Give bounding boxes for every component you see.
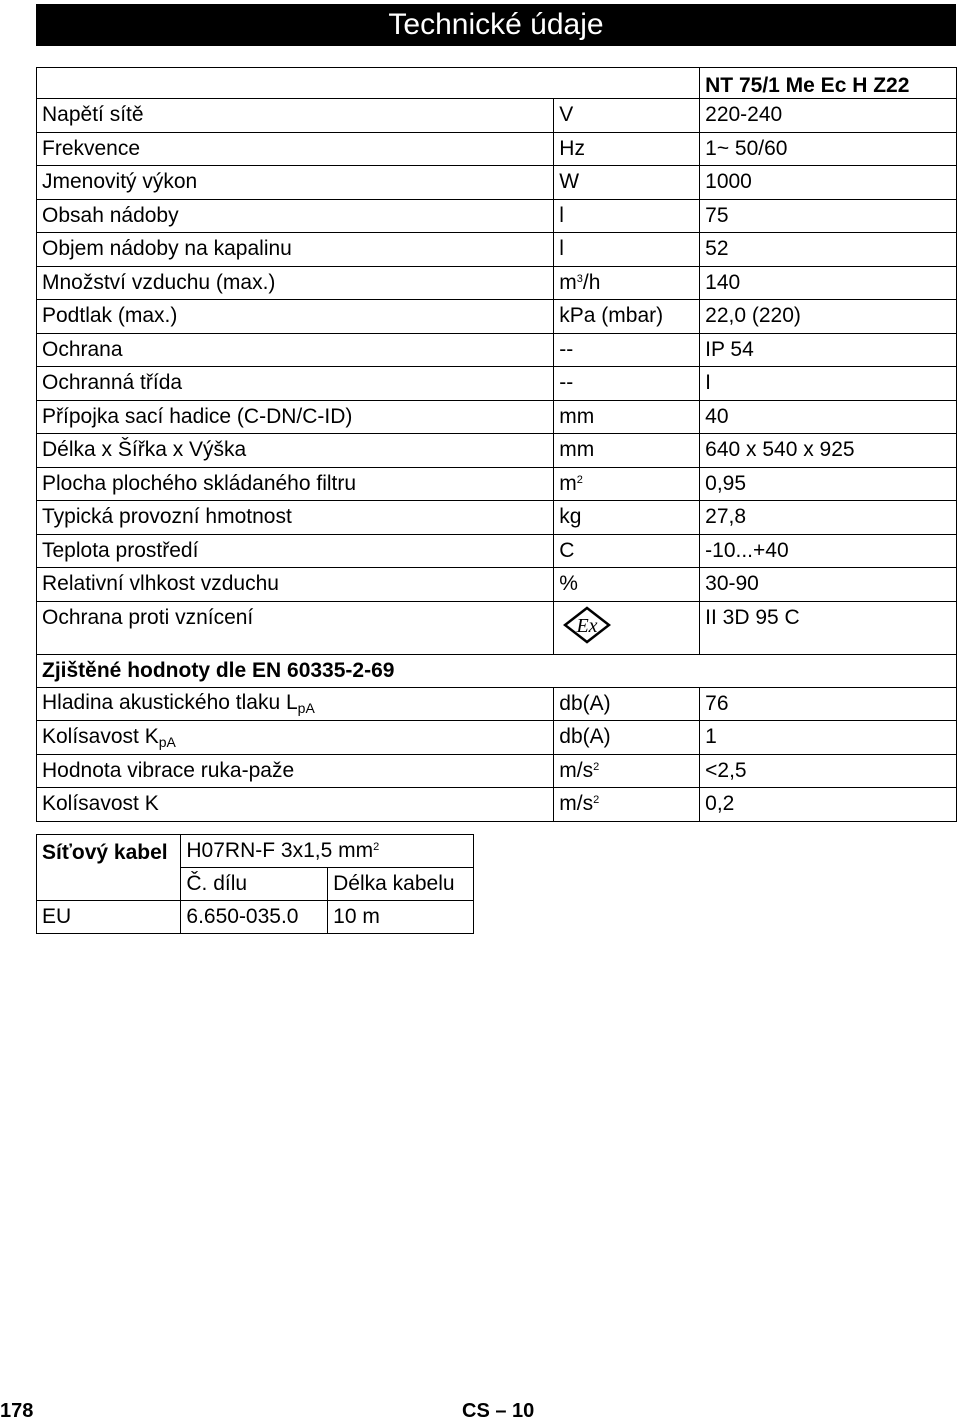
spec-unit: l (554, 233, 700, 267)
spec-unit (554, 754, 700, 788)
cable-type-base: H07RN-F 3x1,5 mm (186, 839, 374, 862)
spec-label (37, 788, 554, 822)
spec-label (37, 534, 554, 568)
label-text: Hodnota vibrace ruka-paže (42, 758, 295, 782)
cable-col-part: Č. dílu (181, 868, 328, 901)
label-text: Množství vzduchu (max.) (42, 270, 276, 294)
label-text: Plocha plochého skládaného filtru (42, 471, 357, 495)
measured-section-title: Zjištěné hodnoty dle EN 60335-2-69 (37, 654, 957, 687)
spec-unit (554, 266, 700, 300)
spec-label (37, 99, 554, 133)
unit-superscript: 2 (593, 760, 600, 773)
label-text: Ochrana proti vznícení (42, 605, 254, 629)
cable-row-1 (37, 835, 474, 868)
spec-unit: db(A) (554, 721, 700, 755)
spec-row (37, 166, 957, 200)
label-subscript: pA (158, 733, 176, 750)
cable-type-sup: 2 (373, 841, 380, 853)
spec-unit: -- (554, 367, 700, 401)
footer-page-number: 178 (0, 1400, 34, 1422)
spec-label (37, 721, 554, 755)
spec-label (37, 601, 554, 654)
unit-base: m/s (559, 792, 594, 816)
spec-label (37, 687, 554, 721)
spec-label (37, 367, 554, 401)
label-text: Kolísavost K (42, 724, 159, 748)
spec-label (37, 568, 554, 602)
label-text: Frekvence (42, 136, 141, 160)
spec-unit: mm (554, 400, 700, 434)
spec-label (37, 400, 554, 434)
spec-value: 1000 (700, 166, 957, 200)
label-text: Teplota prostředí (42, 538, 199, 562)
spec-label (37, 300, 554, 334)
label-text: Hladina akustického tlaku L (42, 691, 298, 715)
measured-row (37, 687, 957, 721)
measured-row (37, 754, 957, 788)
label-text: Obsah nádoby (42, 203, 179, 227)
spec-row (37, 132, 957, 166)
label-text: Délka x Šířka x Výška (42, 438, 247, 462)
spec-unit: mm (554, 434, 700, 468)
cable-part-no: 6.650-035.0 (181, 901, 328, 934)
spec-label (37, 199, 554, 233)
measured-value: 1 (700, 721, 957, 755)
spec-value: 30-90 (700, 568, 957, 602)
spec-value: II 3D 95 C (700, 601, 957, 654)
spec-value: 140 (700, 266, 957, 300)
label-text: Přípojka sací hadice (C-DN/C-ID) (42, 404, 353, 428)
spec-label (37, 266, 554, 300)
spec-row (37, 233, 957, 267)
spec-row (37, 199, 957, 233)
cable-col-length: Délka kabelu (328, 868, 474, 901)
unit-superscript: 2 (593, 794, 600, 807)
measured-section-row (37, 654, 957, 687)
measured-value: <2,5 (700, 754, 957, 788)
spec-label (37, 501, 554, 535)
spec-value: 22,0 (220) (700, 300, 957, 334)
spec-unit: V (554, 99, 700, 133)
header-blank (37, 68, 554, 99)
unit-base: m (559, 270, 577, 294)
title-bar (36, 4, 956, 46)
cable-row-3 (37, 901, 474, 934)
unit-base: m (559, 471, 577, 495)
cable-table (36, 834, 474, 934)
label-text: Relativní vlhkost vzduchu (42, 572, 279, 596)
label-text: Podtlak (max.) (42, 304, 178, 328)
spec-value: 640 x 540 x 925 (700, 434, 957, 468)
spec-unit (554, 601, 700, 654)
spec-row (37, 99, 957, 133)
spec-row (37, 266, 957, 300)
label-text: Ochrana (42, 337, 123, 361)
measured-value: 76 (700, 687, 957, 721)
spec-label (37, 467, 554, 501)
spec-value: 1~ 50/60 (700, 132, 957, 166)
spec-row (37, 601, 957, 654)
header-blank-unit (554, 68, 700, 99)
svg-text:Ex: Ex (576, 614, 598, 637)
spec-label (37, 333, 554, 367)
spec-unit: kPa (mbar) (554, 300, 700, 334)
spec-row (37, 534, 957, 568)
unit-rest: /h (582, 270, 601, 294)
measured-value: 0,2 (700, 788, 957, 822)
spec-value: 75 (700, 199, 957, 233)
ex-explosion-protection-icon (563, 606, 611, 644)
measured-row (37, 788, 957, 822)
label-text: Typická provozní hmotnost (42, 505, 292, 529)
spec-label (37, 754, 554, 788)
spec-header-row (37, 68, 957, 99)
spec-unit: kg (554, 501, 700, 535)
spec-unit: db(A) (554, 687, 700, 721)
cable-type (181, 835, 474, 868)
spec-row (37, 367, 957, 401)
spec-unit: % (554, 568, 700, 602)
footer-lang-page: CS – 10 (462, 1400, 535, 1422)
spec-label (37, 166, 554, 200)
unit-base: m/s (559, 758, 594, 782)
spec-label (37, 434, 554, 468)
spec-value: 52 (700, 233, 957, 267)
label-text: Kolísavost K (42, 792, 159, 816)
spec-unit: W (554, 166, 700, 200)
spec-value: 220-240 (700, 99, 957, 133)
spec-row (37, 568, 957, 602)
spec-value: -10...+40 (700, 534, 957, 568)
cable-length: 10 m (328, 901, 474, 934)
spec-unit (554, 467, 700, 501)
spec-row (37, 300, 957, 334)
spec-row (37, 400, 957, 434)
label-text: Jmenovitý výkon (42, 170, 198, 194)
measured-row (37, 721, 957, 755)
cable-region: EU (37, 901, 181, 934)
label-text: Objem nádoby na kapalinu (42, 237, 292, 261)
cable-label: Síťový kabel (37, 835, 181, 901)
model-name: NT 75/1 Me Ec H Z22 (700, 68, 957, 99)
spec-value: 0,95 (700, 467, 957, 501)
page-title: Technické údaje (388, 8, 604, 41)
spec-value: IP 54 (700, 333, 957, 367)
spec-row (37, 467, 957, 501)
spec-label (37, 233, 554, 267)
label-subscript: pA (297, 700, 315, 717)
unit-superscript: 2 (576, 473, 583, 486)
spec-row (37, 333, 957, 367)
spec-unit: -- (554, 333, 700, 367)
spec-unit (554, 788, 700, 822)
unit-superscript: 3 (576, 272, 583, 285)
spec-value: 27,8 (700, 501, 957, 535)
spec-row (37, 434, 957, 468)
spec-unit: C (554, 534, 700, 568)
spec-unit: l (554, 199, 700, 233)
spec-unit: Hz (554, 132, 700, 166)
spec-value: I (700, 367, 957, 401)
spec-row (37, 501, 957, 535)
spec-table (36, 67, 957, 822)
spec-value: 40 (700, 400, 957, 434)
label-text: Napětí sítě (42, 103, 144, 127)
label-text: Ochranná třída (42, 371, 183, 395)
spec-label (37, 132, 554, 166)
